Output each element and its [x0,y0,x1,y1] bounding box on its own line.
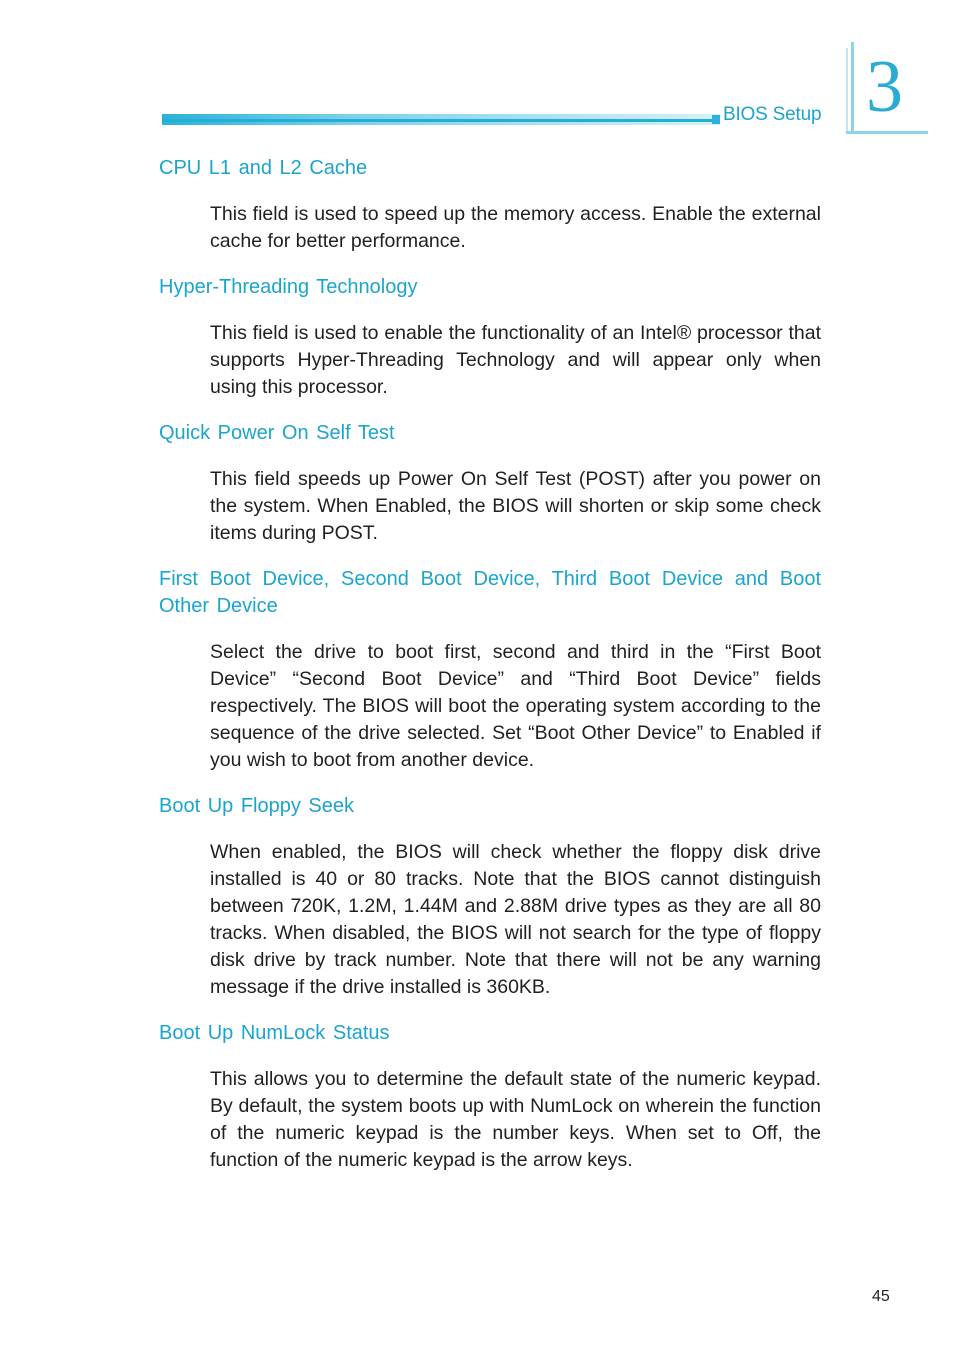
running-title: BIOS Setup [723,104,822,125]
chapter-tab-line-horizontal [846,131,928,134]
section-body: This field is used to enable the functionality of an Intel® processor that supports Hyper-Threading Technology and will appear only when using this processor. [210,322,821,398]
section-body: This allows you to determine the default state of the numeric keypad. By default, the system boots up with NumLock on wherein the function of the numeric keypad is the number keys. When set to Off, the function of the numeric keypad is the arrow keys. [210,1068,821,1171]
section-title: Quick Power On Self Test [159,422,395,444]
chapter-tab-line-inner [846,48,848,134]
section-body: Select the drive to boot first, second and third in the “First Boot Device” “Second Boot Device” and “Third Boot Device” fields respectively. The BIOS will boot the operating system according to the sequence of the drive selected. Set “Boot Other Device” to Enabled if you wish to boot from another device. [210,641,821,771]
section-title: First Boot Device, Second Boot Device, Third Boot Device and Boot Other Device [159,568,821,617]
section-boot-up-numlock-status [159,1020,821,1174]
section-hyper-threading [159,274,821,401]
section-boot-up-floppy-seek [159,793,821,1001]
section-title: Hyper-Threading Technology [159,276,418,298]
section-title: Boot Up Floppy Seek [159,795,354,817]
page-content [159,155,821,1193]
chapter-number: 3 [866,46,903,128]
section-title: Boot Up NumLock Status [159,1022,390,1044]
page-number: 45 [872,1288,890,1305]
section-title: CPU L1 and L2 Cache [159,157,368,179]
section-body: When enabled, the BIOS will check whether the floppy disk drive installed is 40 or 80 tracks. Note that the BIOS cannot distinguish between 720K, 1.2M, 1.44M and 2.88M drive types as they are all 80 tracks. When disabled, the BIOS will not search for the type of floppy disk drive by track number. Note that there will not be any warning message if the drive installed is 360KB. [210,841,821,998]
section-body: This field speeds up Power On Self Test (POST) after you power on the system. When Enabled, the BIOS will shorten or skip some check items during POST. [210,468,821,544]
chapter-tab [846,42,928,134]
section-quick-power-on-self-test [159,420,821,547]
header-rule [162,114,720,125]
section-boot-device [159,566,821,774]
section-cpu-cache [159,155,821,255]
section-body: This field is used to speed up the memory access. Enable the external cache for better performance. [210,203,821,252]
chapter-tab-line-vertical [851,42,854,134]
